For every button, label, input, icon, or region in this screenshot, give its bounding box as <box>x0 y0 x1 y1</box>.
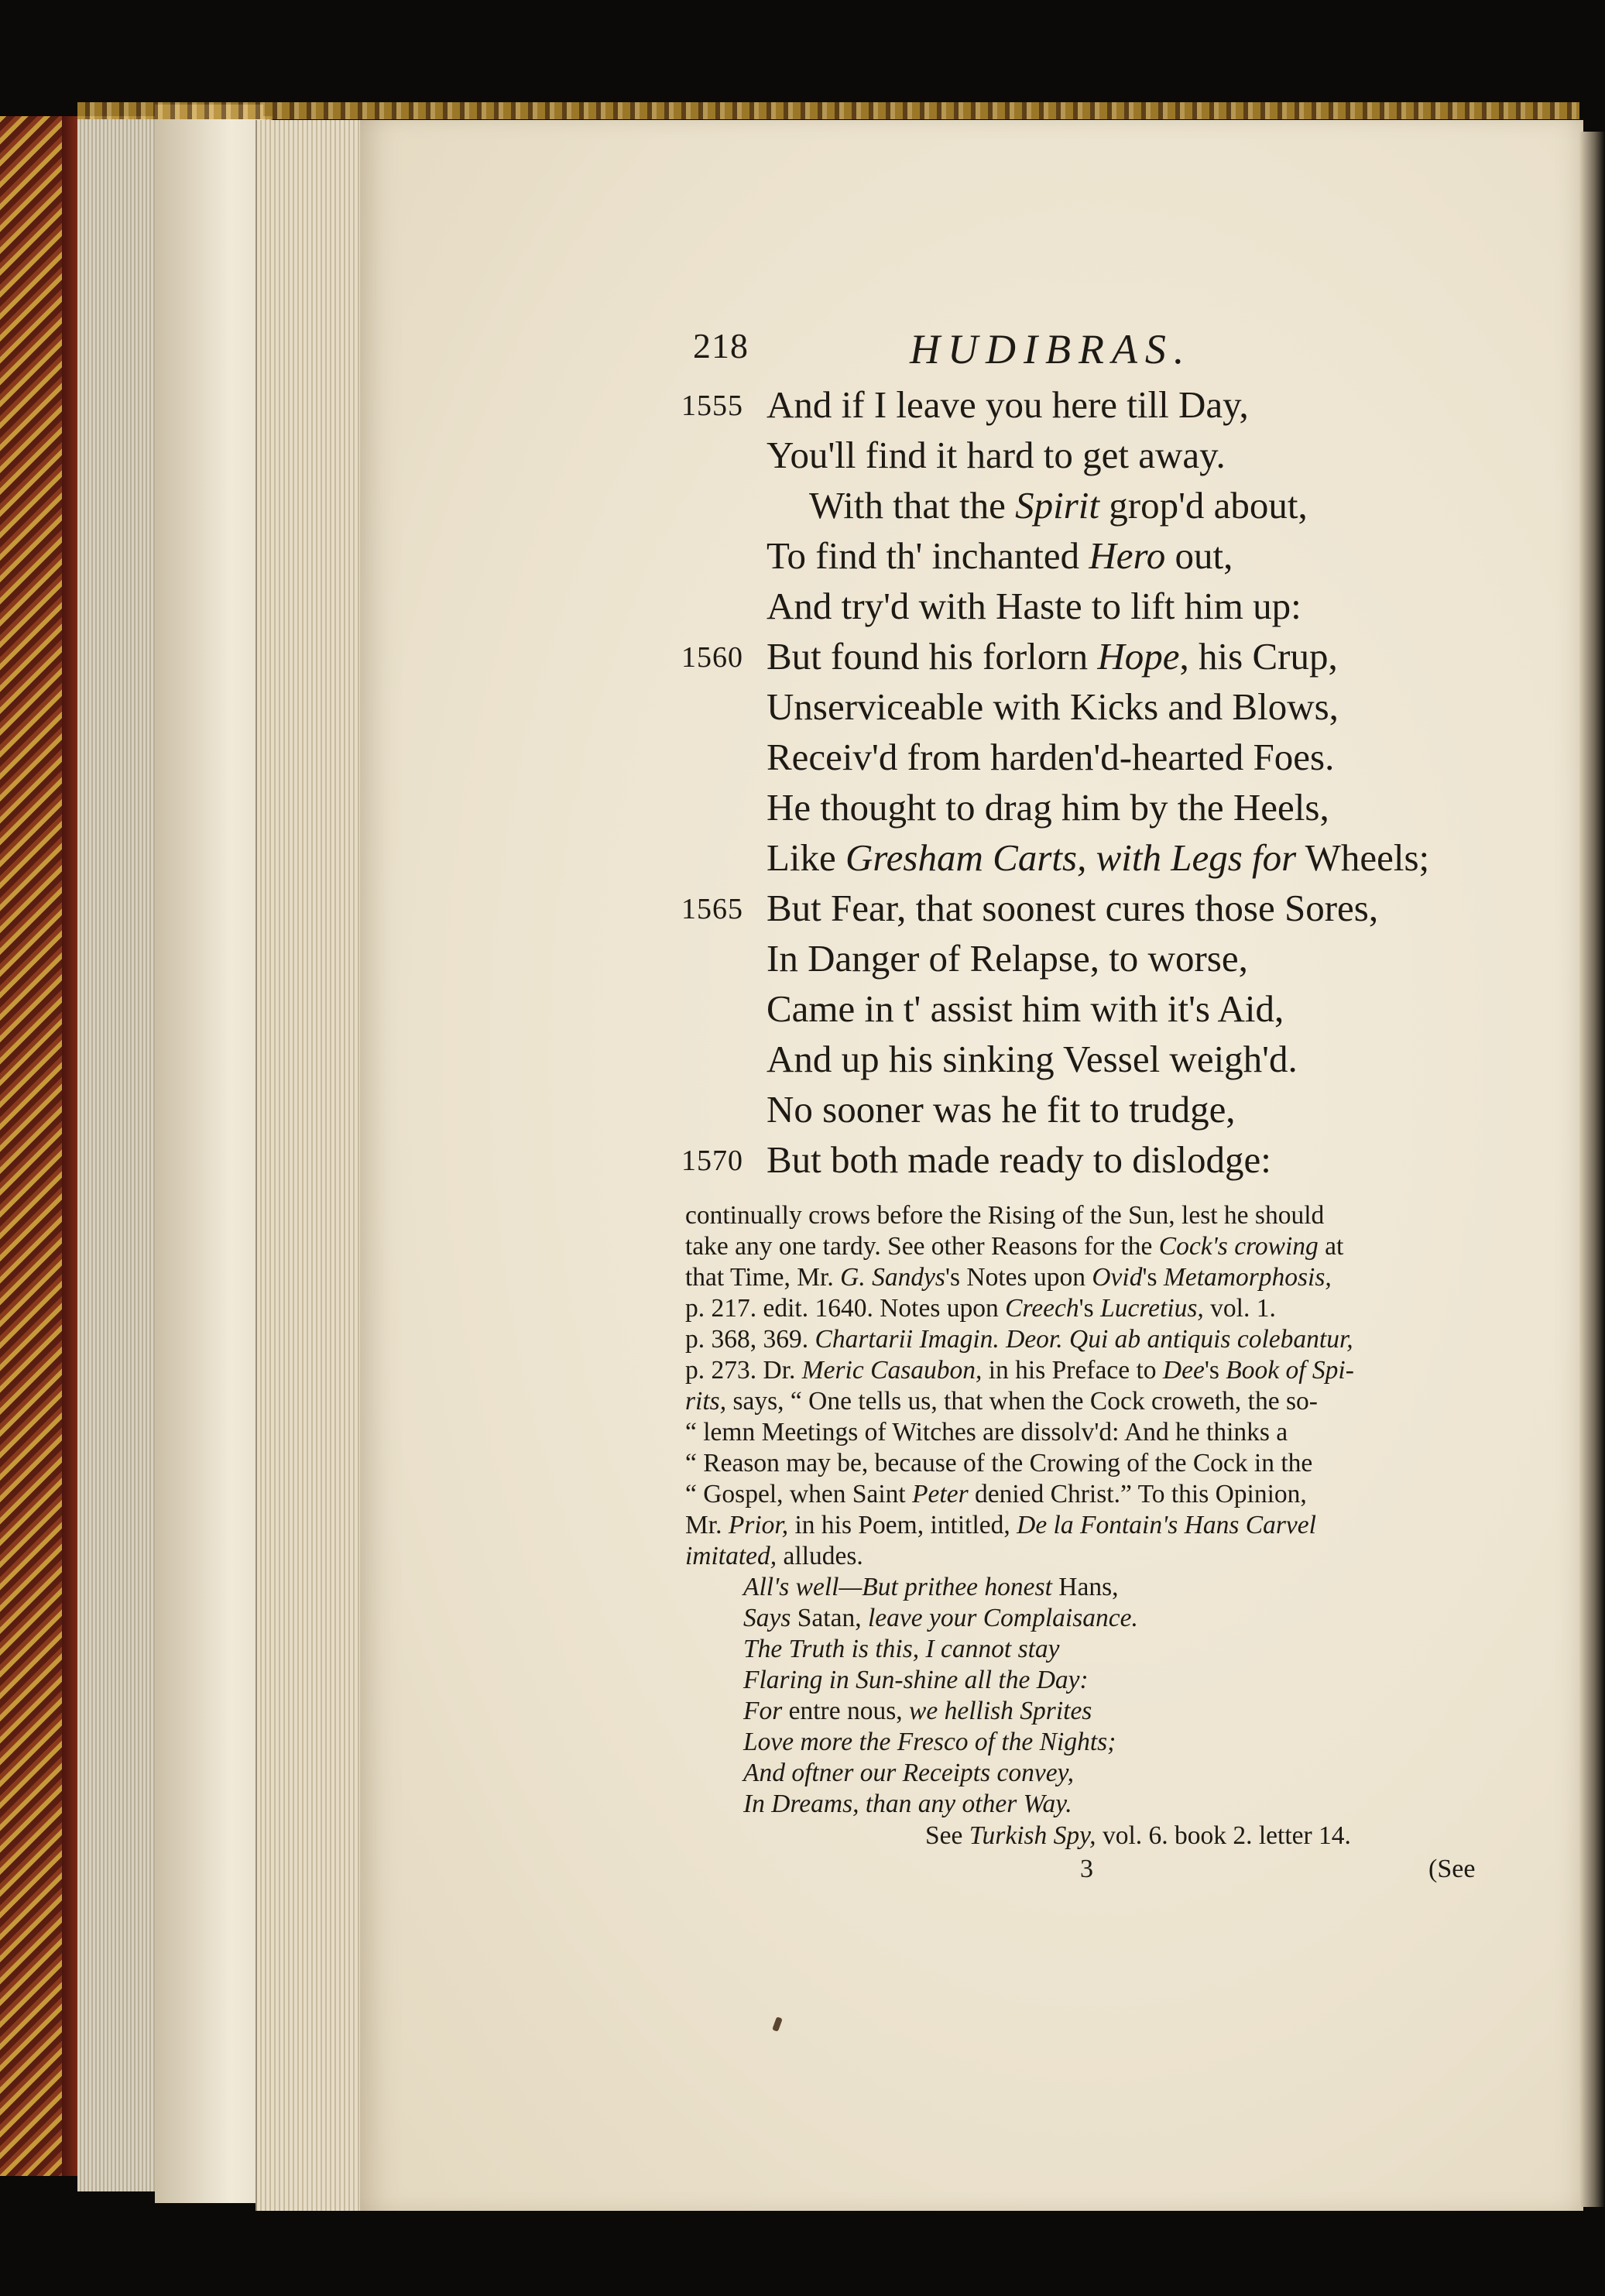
text-run: 's <box>1079 1294 1101 1323</box>
text-run: For <box>743 1697 789 1725</box>
footnote-line <box>685 1448 1483 1479</box>
text-run: rits, <box>685 1387 727 1416</box>
quoted-verse-line <box>743 1758 1483 1789</box>
text-run: Receiv'd from harden'd-hearted Foes. <box>766 736 1335 778</box>
verse-text <box>766 379 1249 430</box>
text-run: Creech <box>1005 1294 1079 1323</box>
page-footer <box>685 1855 1483 1893</box>
left-page-gutter <box>155 105 263 2203</box>
page-header <box>693 325 1281 379</box>
text-run: He thought to drag him by the Heels, <box>766 786 1329 829</box>
text-run: Unserviceable with Kicks and Blows, <box>766 685 1339 728</box>
text-run: , his Crup, <box>1179 635 1338 678</box>
page-edge-shadow <box>1579 132 1605 2207</box>
verse-line <box>681 1134 1533 1185</box>
text-run: vol. 1. <box>1203 1294 1276 1323</box>
signature-mark: 3 <box>1080 1855 1093 1883</box>
cover-edge <box>62 116 77 2176</box>
text-run: alludes. <box>777 1542 863 1570</box>
line-number: 1565 <box>681 893 743 925</box>
verse-text <box>766 681 1339 732</box>
text-run: Hero <box>1089 534 1166 577</box>
verse-line <box>681 379 1533 430</box>
footnote-block <box>685 1200 1483 1852</box>
footnote-line <box>685 1479 1483 1510</box>
line-number: 1560 <box>681 641 743 674</box>
see-reference <box>685 1820 1483 1852</box>
text-run: Came in t' assist him with it's Aid, <box>766 987 1284 1030</box>
text-run: p. 217. edit. 1640. Notes upon <box>685 1294 1006 1323</box>
verse-line <box>681 530 1533 581</box>
footnote-line <box>685 1200 1483 1231</box>
verse-line <box>681 681 1533 732</box>
verse-text <box>766 1084 1236 1134</box>
text-run: With that the <box>809 484 1016 527</box>
gilt-edge <box>77 102 1579 119</box>
text-run: Chartarii Imagin. Deor. Qui ab antiquis colebantur, <box>815 1325 1353 1354</box>
running-title: HUDIBRAS. <box>910 326 1192 372</box>
text-run: G. Sandys <box>840 1263 945 1292</box>
text-run: All's well—But prithee honest <box>743 1573 1059 1601</box>
text-run: we hellish Sprites <box>909 1697 1092 1725</box>
text-run: out, <box>1165 534 1233 577</box>
text-run: Meric Casaubon, <box>801 1356 983 1385</box>
text-run: 's <box>1142 1263 1164 1292</box>
text-run: “ Gospel, when Saint <box>685 1480 913 1508</box>
verse-line <box>681 732 1533 782</box>
text-run: In Dreams, than any other Way. <box>743 1790 1072 1818</box>
text-run: p. 368, 369. <box>685 1325 815 1354</box>
text-run: “ Reason may be, because of the Crowing of the Cock in the <box>685 1449 1313 1477</box>
text-run: 's <box>1204 1356 1226 1385</box>
text-run: Ovid <box>1092 1263 1143 1292</box>
verse-block <box>681 379 1533 1185</box>
verse-line <box>681 1034 1533 1084</box>
footnote-line <box>685 1231 1483 1262</box>
quoted-verse-line <box>743 1727 1483 1758</box>
text-run: Dee <box>1162 1356 1205 1385</box>
verse-text <box>766 933 1248 983</box>
quoted-verse-line <box>743 1572 1483 1603</box>
verse-text <box>766 883 1378 933</box>
text-run: that Time, Mr. <box>685 1263 841 1292</box>
text-run: entre nous, <box>788 1697 909 1725</box>
verse-text <box>766 782 1329 832</box>
verse-text <box>766 530 1233 581</box>
text-run: 's Notes upon <box>945 1263 1092 1292</box>
text-run: The Truth is this, I cannot stay <box>743 1635 1060 1663</box>
footnote-line <box>685 1417 1483 1448</box>
text-run: And up his sinking Vessel weigh'd. <box>766 1038 1298 1080</box>
verse-line <box>681 1084 1533 1134</box>
verse-line <box>681 631 1533 681</box>
text-run: Peter <box>912 1480 969 1508</box>
footnote-line <box>685 1324 1483 1355</box>
line-number: 1555 <box>681 390 743 422</box>
verse-text <box>809 480 1308 530</box>
verse-text <box>766 430 1226 480</box>
verse-line <box>681 832 1533 883</box>
text-run: denied Christ.” To this Opinion, <box>968 1480 1307 1508</box>
text-run: Turkish Spy, <box>969 1821 1096 1850</box>
footnote-line <box>685 1510 1483 1541</box>
book-spine <box>0 116 65 2176</box>
verse-text <box>766 581 1301 631</box>
text-run: No sooner was he fit to trudge, <box>766 1088 1236 1131</box>
text-run: Satan, <box>797 1604 868 1632</box>
text-run: imitated, <box>685 1542 777 1570</box>
text-run: grop'd about, <box>1099 484 1308 527</box>
verse-text <box>766 1034 1298 1084</box>
text-run: Flaring in Sun-shine all the Day: <box>743 1666 1089 1694</box>
text-run: Prior, <box>728 1511 789 1539</box>
verse-text <box>766 983 1284 1034</box>
footnote-line <box>685 1541 1483 1572</box>
text-run: says, “ One tells us, that when the Cock croweth, the so- <box>726 1387 1318 1416</box>
text-run: See <box>925 1821 969 1850</box>
text-run: p. 273. Dr. <box>685 1356 802 1385</box>
text-run: Says <box>743 1604 797 1632</box>
verse-line <box>681 480 1533 530</box>
text-run: Metamorphosis, <box>1163 1263 1332 1292</box>
verse-text <box>766 631 1338 681</box>
text-run: take any one tardy. See other Reasons for the <box>685 1232 1159 1261</box>
quoted-verse-line <box>743 1789 1483 1820</box>
text-run: Like <box>766 836 846 879</box>
verse-line <box>681 983 1533 1034</box>
line-number: 1570 <box>681 1145 743 1177</box>
quoted-verse-line <box>743 1634 1483 1665</box>
text-run: To find th' inchanted <box>766 534 1089 577</box>
text-run: But found his forlorn <box>766 635 1098 678</box>
text-run: Wheels; <box>1296 836 1430 879</box>
verse-line <box>681 782 1533 832</box>
text-run: Love more the Fresco of the Nights; <box>743 1728 1116 1756</box>
page-number: 218 <box>693 326 749 366</box>
see-reference-text <box>925 1820 1351 1852</box>
quoted-verse-line <box>743 1696 1483 1727</box>
footnote-line <box>685 1293 1483 1324</box>
text-run: You'll find it hard to get away. <box>766 434 1226 476</box>
text-run: “ lemn Meetings of Witches are dissolv'd: And he thinks a <box>685 1418 1288 1447</box>
text-run: in his Preface to <box>982 1356 1163 1385</box>
text-run: But both made ready to dislodge: <box>766 1138 1271 1181</box>
right-page-stack <box>255 120 365 2211</box>
text-run: And if I leave you here till Day, <box>766 383 1249 426</box>
text-run: Lucretius, <box>1100 1294 1204 1323</box>
text-run: Cock's crowing <box>1158 1232 1319 1261</box>
verse-line <box>681 581 1533 631</box>
text-run: De la Fontain's Hans Carvel <box>1017 1511 1316 1539</box>
text-run: leave your Complaisance. <box>867 1604 1138 1632</box>
verse-text <box>766 1134 1271 1185</box>
verse-text <box>766 732 1334 782</box>
quoted-verse-line <box>743 1603 1483 1634</box>
text-run: continually crows before the Rising of the Sun, lest he should <box>685 1201 1325 1230</box>
text-run: at <box>1318 1232 1344 1261</box>
verse-line <box>681 933 1533 983</box>
text-run: in his Poem, intitled, <box>788 1511 1017 1539</box>
catchword: (See <box>1428 1855 1476 1883</box>
text-run: But Fear, that soonest cures those Sores, <box>766 887 1379 929</box>
verse-text <box>766 832 1429 883</box>
text-run: Hope <box>1097 635 1180 678</box>
text-run: Gresham Carts, with Legs for <box>845 836 1297 879</box>
text-run: In Danger of Relapse, to worse, <box>766 937 1248 980</box>
verse-line <box>681 430 1533 480</box>
footnote-line <box>685 1262 1483 1293</box>
text-run: Book of Spi- <box>1226 1356 1354 1385</box>
verse-line <box>681 883 1533 933</box>
text-run: Spirit <box>1015 484 1100 527</box>
footnote-line <box>685 1386 1483 1417</box>
text-run: And oftner our Receipts convey, <box>743 1759 1074 1787</box>
text-run: Mr. <box>685 1511 729 1539</box>
text-run: Hans, <box>1058 1573 1119 1601</box>
text-run: And try'd with Haste to lift him up: <box>766 585 1301 627</box>
text-run: vol. 6. book 2. letter 14. <box>1096 1821 1351 1850</box>
footnote-line <box>685 1355 1483 1386</box>
quoted-verse-line <box>743 1665 1483 1696</box>
